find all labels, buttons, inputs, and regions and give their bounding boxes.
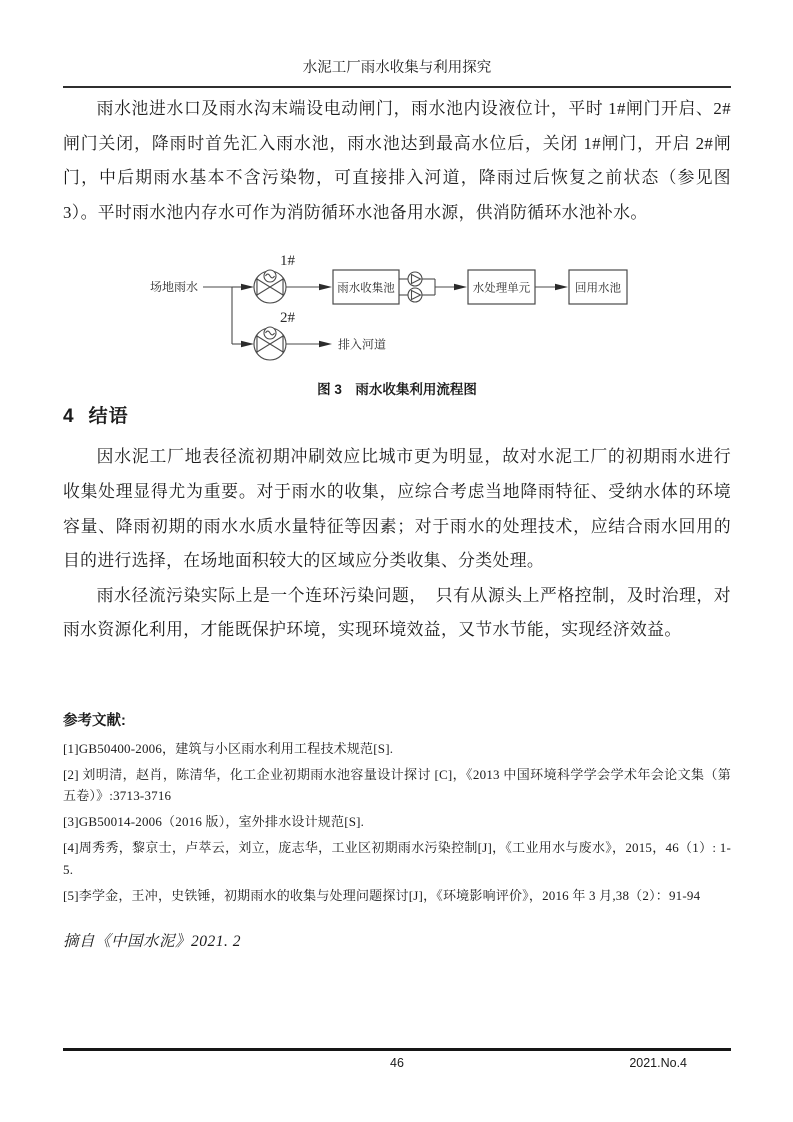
arrow-icon (555, 284, 568, 290)
conclusion-paragraph-1: 因水泥工厂地表径流初期冲刷效应比城市更为明显，故对水泥工厂的初期雨水进行收集处理显得尤为重要。对于雨水的收集，应综合考虑当地降雨特征、受纳水体的环境容量、降雨初期的雨水水质水量特征等因素；对于雨水的处理技术，应结合雨水回用的目的进行选择，在场地面积较大的区域应分类收集、分类处理。 (63, 447, 731, 571)
reference-item: [5]李学金，王冲，史铁锤，初期雨水的收集与处理问题探讨[J]，《环境影响评价》，2016 年 3 月,38（2）：91-94 (63, 887, 701, 903)
motor-valve-1-icon (254, 270, 286, 303)
flow-diagram (142, 249, 672, 369)
references-section (63, 711, 731, 907)
section-number: 4 (63, 406, 74, 428)
source-note: 摘自《中国水泥》2021. 2 (63, 933, 242, 951)
arrow-icon (241, 341, 254, 347)
reference-item: [1]GB50400-2006，建筑与小区雨水利用工程技术规范[S]. (63, 740, 394, 756)
label-river-discharge: 排入河道 (338, 337, 387, 352)
section-heading-conclusion (63, 404, 731, 429)
pump-pair-icon (399, 272, 435, 302)
label-valve-1: 1# (280, 253, 295, 270)
arrow-icon (319, 284, 332, 290)
conclusion-paragraph-2: 雨水径流污染实际上是一个连环污染问题， 只有从源头上严格控制，及时治理，对雨水资源化利用，才能既保护环境，实现环境效益，又节水节能，实现经济效益。 (63, 585, 731, 640)
page-footer (63, 1048, 731, 1075)
issue-label: 2021.No.4 (629, 1056, 687, 1070)
figure-caption: 图 3 雨水收集利用流程图 (317, 382, 477, 398)
label-collection-pool: 雨水收集池 (337, 282, 395, 295)
section-title: 结语 (88, 406, 129, 428)
page-header (63, 58, 731, 88)
label-site-rainwater: 场地雨水 (150, 280, 199, 295)
reference-item: [3]GB50014-2006（2016 版），室外排水设计规范[S]. (63, 814, 365, 830)
reference-item: [2] 刘明清，赵肖，陈清华，化工企业初期雨水池容量设计探讨 [C]，《2013 中国环境科学学会学术年会论文集（第五卷）》:3713-3716 (63, 766, 731, 804)
running-head-title: 水泥工厂雨水收集与利用探究 (302, 60, 492, 76)
arrow-icon (319, 341, 332, 347)
label-treatment-unit: 水处理单元 (472, 282, 531, 295)
figure-3 (63, 249, 731, 398)
arrow-icon (454, 284, 467, 290)
intro-paragraph: 雨水池进水口及雨水沟末端设电动闸门，雨水池内设液位计，平时 1#闸门开启、2#闸门关闭，降雨时首先汇入雨水池，雨水池达到最高水位后，关闭 1#闸门，开启 2#闸门，中后期雨水基本不含污染物，可直接排入河道，降雨过后恢复之前状态（参见图 3）。平时雨水池内存水可作为消防循环水池备用水源，供消防循环水池补水。 (63, 99, 731, 222)
label-valve-2: 2# (280, 310, 295, 327)
motor-valve-2-icon (254, 327, 286, 360)
references-heading: 参考文献: (63, 712, 126, 729)
page-number: 46 (390, 1056, 404, 1070)
arrow-icon (241, 284, 254, 290)
label-reuse-pool: 回用水池 (575, 282, 621, 295)
reference-item: [4]周秀秀，黎京士，卢萃云，刘立，庞志华，工业区初期雨水污染控制[J]，《工业用水与废水》，2015，46（1）: 1-5. (63, 840, 731, 877)
